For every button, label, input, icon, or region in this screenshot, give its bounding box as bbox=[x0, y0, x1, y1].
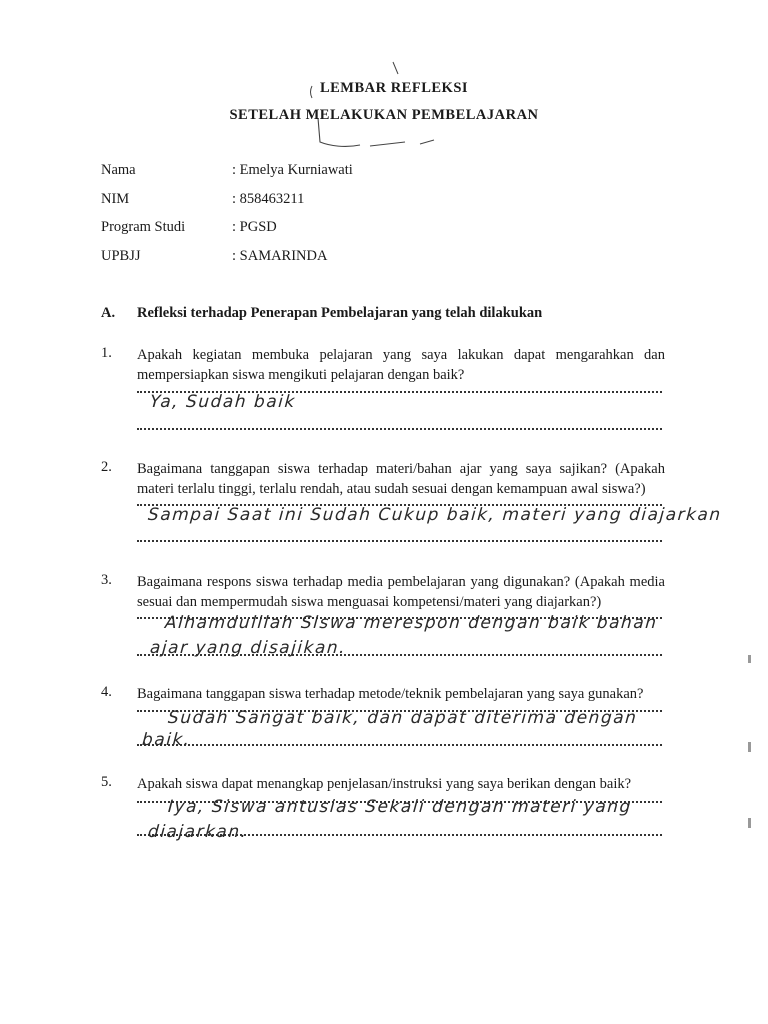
answer-4-handwriting-1: Sudah Sangat baik, dan dapat diterima dengan bbox=[167, 708, 639, 728]
label-nama: Nama bbox=[101, 162, 136, 178]
answer-5-handwriting-1: Iya, Siswa antusias Sekali dengan materi yang bbox=[167, 797, 633, 817]
scan-edge-mark bbox=[748, 818, 751, 828]
label-upbjj: UPBJJ bbox=[101, 248, 141, 264]
scan-edge-mark bbox=[748, 655, 751, 663]
answer-4-line-2 bbox=[137, 744, 662, 746]
question-1-number: 1. bbox=[101, 345, 112, 361]
answer-3-handwriting-2: ajar yang disajikan. bbox=[149, 638, 347, 658]
value-upbjj: : SAMARINDA bbox=[232, 248, 328, 264]
answer-2-handwriting-1: Sampai Saat ini Sudah Cukup baik, materi yang diajarkan bbox=[147, 505, 723, 525]
question-4-text: Bagaimana tanggapan siswa terhadap metode/teknik pembelajaran yang saya gunakan? bbox=[137, 686, 644, 702]
label-nim: NIM bbox=[101, 191, 130, 207]
document-title: LEMBAR REFLEKSI bbox=[319, 80, 469, 96]
scan-edge-mark bbox=[748, 742, 751, 752]
section-letter: A. bbox=[101, 305, 116, 321]
answer-2-line-2 bbox=[137, 540, 662, 542]
question-5-text: Apakah siswa dapat menangkap penjelasan/instruksi yang saya berikan dengan baik? bbox=[137, 776, 632, 792]
question-4-number: 4. bbox=[101, 684, 112, 700]
value-program-studi: : PGSD bbox=[232, 219, 277, 235]
label-program-studi: Program Studi bbox=[101, 219, 186, 235]
answer-4-handwriting-2: baik. bbox=[141, 730, 192, 750]
answer-1-handwriting-1: Ya, Sudah baik bbox=[149, 392, 297, 412]
answer-5-handwriting-2: diajarkan. bbox=[147, 822, 249, 842]
document-subtitle: SETELAH MELAKUKAN PEMBELAJARAN bbox=[229, 107, 539, 123]
section-title: Refleksi terhadap Penerapan Pembelajaran yang telah dilakukan bbox=[137, 305, 543, 321]
question-1-text: Apakah kegiatan membuka pelajaran yang saya lakukan dapat mengarahkan dan mempersiapkan siswa mengikuti pelajaran dengan baik? bbox=[137, 347, 665, 383]
question-5-number: 5. bbox=[101, 774, 112, 790]
answer-3-handwriting-1: Alhamdulilah Siswa merespon dengan baik bahan bbox=[164, 613, 659, 633]
value-nama: : Emelya Kurniawati bbox=[232, 162, 353, 178]
question-2-number: 2. bbox=[101, 459, 112, 475]
question-2-text: Bagaimana tanggapan siswa terhadap materi/bahan ajar yang saya sajikan? (Apakah materi terlalu tinggi, terlalu rendah, atau sudah sesuai dengan kemampuan awal siswa?) bbox=[137, 461, 665, 497]
question-3-number: 3. bbox=[101, 572, 112, 588]
question-3-text: Bagaimana respons siswa terhadap media pembelajaran yang digunakan? (Apakah media sesuai dan mempermudah siswa menguasai kompetensi/materi yang diajarkan?) bbox=[137, 574, 665, 610]
value-nim: : 858463211 bbox=[232, 191, 305, 207]
answer-1-line-2 bbox=[137, 428, 662, 430]
